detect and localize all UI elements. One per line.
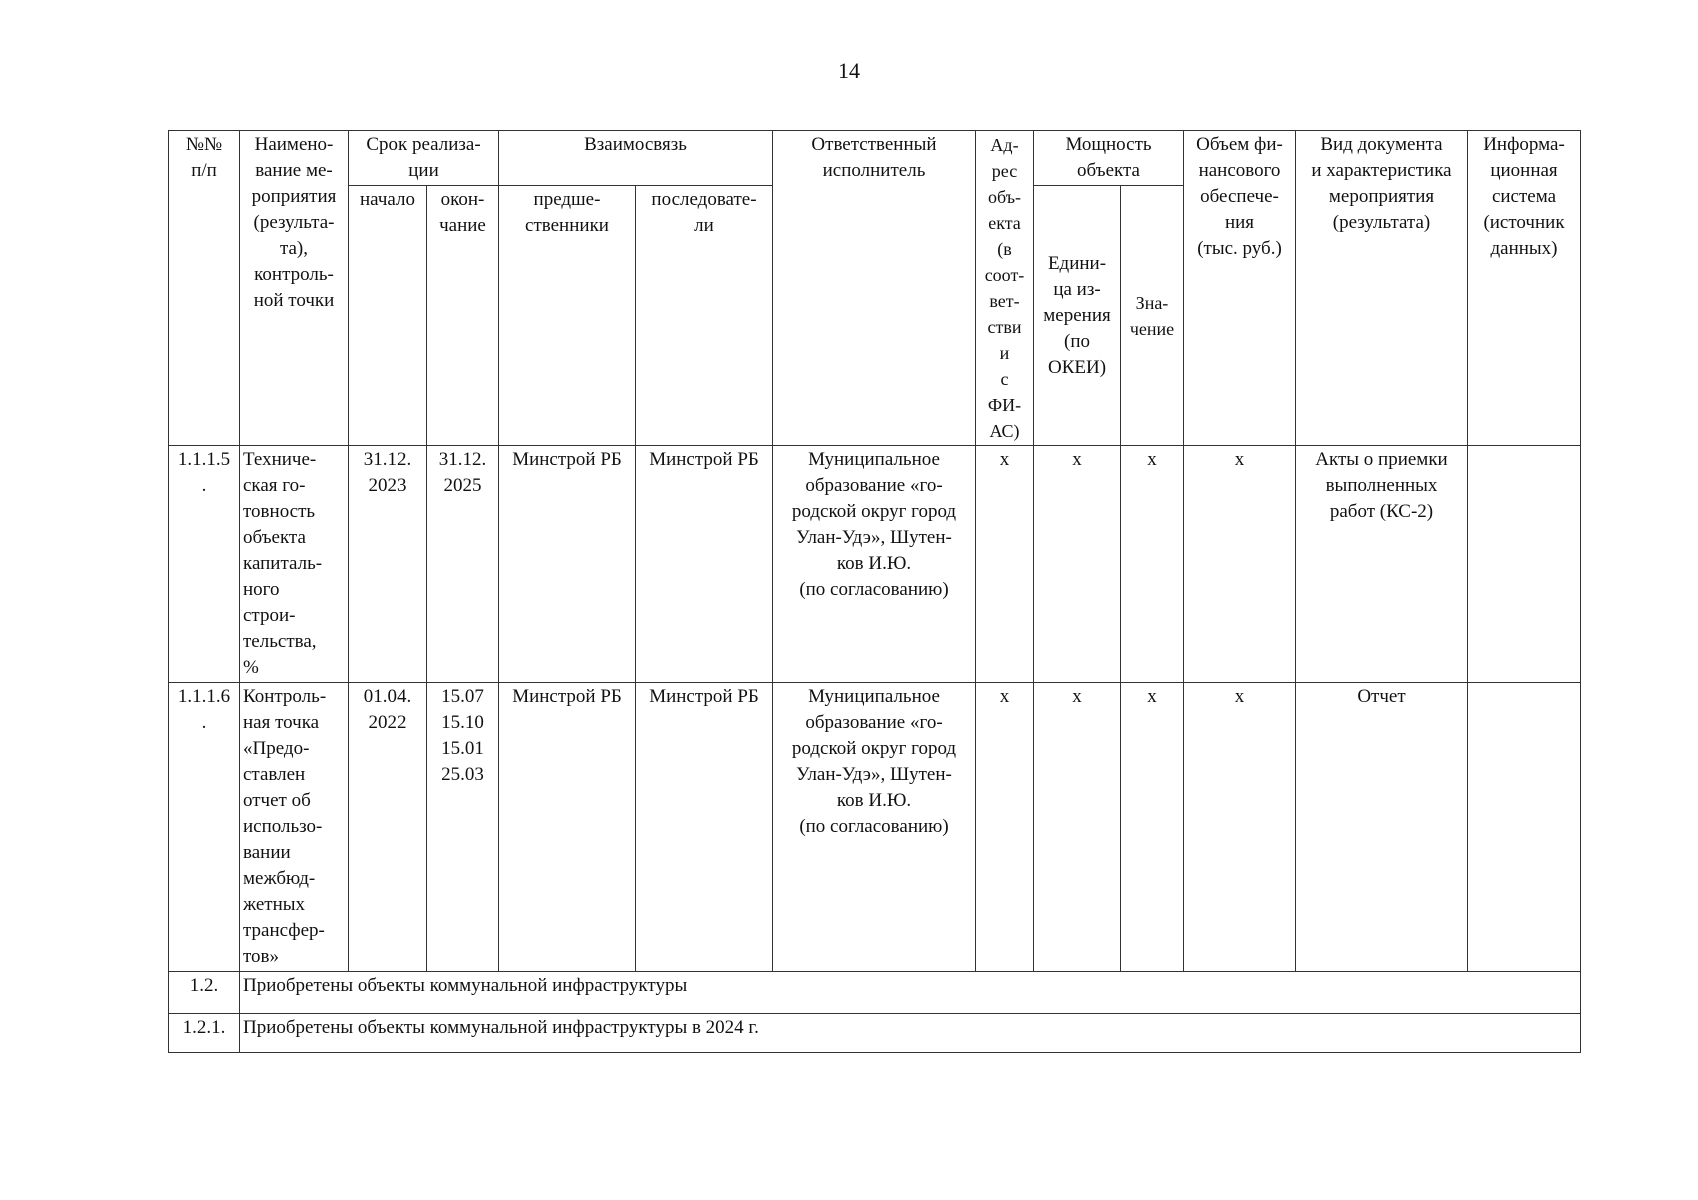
table-row xyxy=(169,446,1581,683)
row-prev: Минстрой РБ xyxy=(499,446,636,683)
row-next: Минстрой РБ xyxy=(636,446,773,683)
section-row xyxy=(169,1014,1581,1053)
row-name: Контроль- ная точка «Предо- ставлен отчет об использо- вании межбюд- жетных трансфер- тов» xyxy=(240,683,349,972)
row-next: Минстрой РБ xyxy=(636,683,773,972)
header-capacity: Мощность объекта xyxy=(1034,131,1184,186)
row-responsible: Муниципальное образование «го- родской округ город Улан-Удэ», Шутен- ков И.Ю. (по согласованию) xyxy=(773,446,976,683)
header-relation-next: последовате- ли xyxy=(636,186,773,446)
row-num: 1.1.1.6 . xyxy=(169,683,240,972)
row-doc-type: Отчет xyxy=(1296,683,1468,972)
header-row-1 xyxy=(169,131,1581,186)
row-financing: х xyxy=(1184,446,1296,683)
header-responsible: Ответственный исполнитель xyxy=(773,131,976,446)
header-capacity-unit: Едини- ца из- мерения (по ОКЕИ) xyxy=(1034,186,1121,446)
row-value: х xyxy=(1121,683,1184,972)
row-financing: х xyxy=(1184,683,1296,972)
section-text: Приобретены объекты коммунальной инфраструктуры в 2024 г. xyxy=(240,1014,1581,1053)
row-unit: х xyxy=(1034,446,1121,683)
row-name: Техниче- ская го- товность объекта капиталь- ного строи- тельства, % xyxy=(240,446,349,683)
row-end: 31.12. 2025 xyxy=(427,446,499,683)
header-term-start: начало xyxy=(349,186,427,446)
header-info-system: Информа- ционная система (источник данных) xyxy=(1468,131,1581,446)
row-num: 1.1.1.5 . xyxy=(169,446,240,683)
measures-table xyxy=(168,130,1581,1053)
row-end: 15.07 15.10 15.01 25.03 xyxy=(427,683,499,972)
row-info-system xyxy=(1468,446,1581,683)
row-info-system xyxy=(1468,683,1581,972)
section-num: 1.2.1. xyxy=(169,1014,240,1053)
header-term: Срок реализа- ции xyxy=(349,131,499,186)
header-capacity-value: Зна- чение xyxy=(1121,186,1184,446)
row-value: х xyxy=(1121,446,1184,683)
header-name: Наимено- вание ме- роприятия (результа- та), контроль- ной точки xyxy=(240,131,349,446)
header-relation-prev: предше- ственники xyxy=(499,186,636,446)
row-doc-type: Акты о приемки выполненных работ (КС-2) xyxy=(1296,446,1468,683)
header-financing: Объем фи- нансового обеспече- ния (тыс. руб.) xyxy=(1184,131,1296,446)
page-number: 14 xyxy=(838,58,860,83)
header-relation: Взаимосвязь xyxy=(499,131,773,186)
row-start: 31.12. 2023 xyxy=(349,446,427,683)
row-start: 01.04. 2022 xyxy=(349,683,427,972)
header-doc-type: Вид документа и характеристика мероприятия (результата) xyxy=(1296,131,1468,446)
header-address: Ад- рес объ- екта (в соот- вет- стви и с ФИ- АС) xyxy=(976,131,1034,446)
section-text: Приобретены объекты коммунальной инфраструктуры xyxy=(240,972,1581,1014)
section-row xyxy=(169,972,1581,1014)
row-address: х xyxy=(976,683,1034,972)
header-num: №№ п/п xyxy=(169,131,240,446)
row-prev: Минстрой РБ xyxy=(499,683,636,972)
table-row xyxy=(169,683,1581,972)
section-num: 1.2. xyxy=(169,972,240,1014)
row-address: х xyxy=(976,446,1034,683)
row-unit: х xyxy=(1034,683,1121,972)
header-term-end: окон- чание xyxy=(427,186,499,446)
row-responsible: Муниципальное образование «го- родской округ город Улан-Удэ», Шутен- ков И.Ю. (по согласованию) xyxy=(773,683,976,972)
